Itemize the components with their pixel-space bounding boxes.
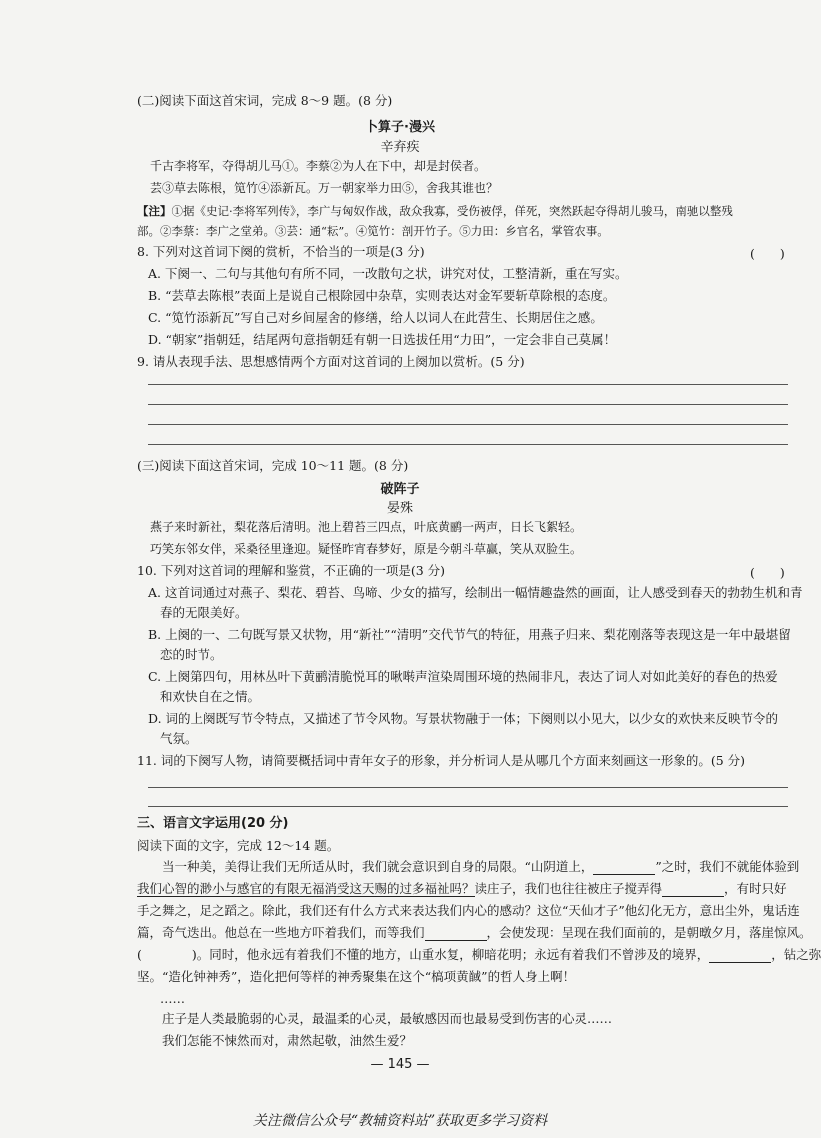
- q10-option-d[interactable]: D. 词的上阕既写节令特点，又描述了节令风物。写景状物融于一体；下阕则以小见大，以少女的欢快来反映节令的: [148, 711, 779, 726]
- q10-option-c-cont: 和欢快自在之情。: [160, 689, 261, 704]
- q8-option-b[interactable]: B. “芸草去陈根”表面上是说自己根除园中杂草，实则表达对金军要斩草除根的态度。: [148, 288, 616, 303]
- answer-bracket-8[interactable]: ( ): [750, 246, 785, 261]
- q10-option-a-cont: 春的无限美好。: [160, 605, 248, 620]
- poem2-line1: 燕子来时新社，梨花落后清明。池上碧苔三四点，叶底黄鹂一两声，日长飞絮轻。: [150, 520, 583, 534]
- passage-line4: [137, 925, 812, 941]
- underlined-sentence: 我们心智的渺小与感官的有限无福消受这天赐的过多福祉吗？: [137, 881, 475, 896]
- question-9: 9. 请从表现手法、思想感情两个方面对这首词的上阕加以赏析。(5 分): [137, 354, 525, 369]
- q10-option-a[interactable]: A. 这首词通过对燕子、梨花、碧苔、鸟啼、少女的描写，绘制出一幅情趣盎然的画面，让人感受到春天的勃勃生机和青: [148, 585, 803, 600]
- answer-line[interactable]: [148, 424, 788, 425]
- passage-line6: 坚。“造化钟神秀”，造化把何等样的神秀聚集在这个“槁项黄馘”的哲人身上啊！: [137, 969, 576, 984]
- passage-text: ”之时，我们不就能体验到: [655, 859, 800, 874]
- passage-line2: [137, 881, 792, 897]
- passage-text: 当一种美，美得让我们无所适从时，我们就会意识到自身的局限。“山阴道上，: [137, 859, 594, 874]
- q10-option-b[interactable]: B. 上阕的一、二句既写景又状物，用“新社”“清明”交代节气的特征，用燕子归来、梨花刚落等表现这是一年中最堪留: [148, 627, 791, 642]
- poem1-line2: 芸③草去陈根，笕竹④添新瓦。万一朝家举力田⑤，舍我其谁也？: [150, 181, 499, 195]
- footer-note: 关注微信公众号“教辅资料站”获取更多学习资料: [252, 1113, 548, 1129]
- question-8: 8. 下列对这首词下阕的赏析，不恰当的一项是(3 分): [137, 244, 425, 259]
- q8-option-c[interactable]: C. “笕竹添新瓦”写自己对乡间屋舍的修缮，给人以词人在此营生、长期居住之感。: [148, 310, 603, 325]
- poem1-note-line1: [137, 203, 792, 219]
- passage-text: ，有时只好: [724, 881, 787, 896]
- question-10: 10. 下列对这首词的理解和鉴赏，不正确的一项是(3 分): [137, 563, 446, 578]
- answer-line[interactable]: [148, 806, 788, 807]
- passage-line8: 我们怎能不悚然而对，肃然起敬，油然生爱？: [137, 1033, 413, 1048]
- q8-option-d[interactable]: D. “朝家”指朝廷，结尾两句意指朝廷有朝一日选拔任用“力田”，一定会非自己莫属！: [148, 332, 617, 347]
- poem1-author: 辛弃疾: [380, 140, 420, 155]
- answer-line[interactable]: [148, 444, 788, 445]
- fill-blank-1[interactable]: [593, 862, 655, 875]
- question-11: 11. 词的下阕写人物，请简要概括词中青年女子的形象，并分析词人是从哪几个方面来刻画这一形象的。(5 分): [137, 753, 746, 768]
- passage-text: ，钻之弥: [771, 947, 821, 962]
- passage-text: 读庄子，我们也往往被庄子搅弄得: [474, 881, 663, 896]
- fill-blank-2[interactable]: [662, 884, 724, 897]
- poem2-title: 破阵子: [380, 482, 420, 497]
- poem2-author: 晏殊: [386, 501, 413, 516]
- passage-text: ( )。同时，他永远有着我们不懂的地方，山重水复，柳暗花明；永远有着我们不曾涉及的境界，: [137, 947, 710, 962]
- q10-option-d-cont: 气氛。: [160, 731, 198, 746]
- poem1-title: 卜算子·漫兴: [365, 120, 435, 135]
- passage-line3: 手之舞之，足之蹈之。除此，我们还有什么方式来表达我们内心的感动？这位“天仙才子”他幻化无方，意出尘外，鬼话连: [137, 903, 800, 918]
- fill-blank-3[interactable]: [425, 928, 487, 941]
- poem1-note-line2: 部。②李蔡：李广之堂弟。③芸：通“耘”。④笕竹：剖开竹子。⑤力田：乡官名，掌管农事。: [137, 224, 609, 238]
- page-number: — 145 —: [370, 1057, 430, 1072]
- passage-line7: 庄子是人类最脆弱的心灵，最温柔的心灵，最敏感因而也最易受到伤害的心灵……: [137, 1011, 613, 1026]
- q10-option-c[interactable]: C. 上阕第四句，用林丛叶下黄鹂清脆悦耳的啾啭声渲染周围环境的热闹非凡，表达了词人对如此美好的春色的热爱: [148, 669, 778, 684]
- answer-line[interactable]: [148, 787, 788, 788]
- section3-intro: (三)阅读下面这首宋词，完成 10～11 题。(8 分): [137, 458, 409, 473]
- answer-line[interactable]: [148, 384, 788, 385]
- note-label: 【注】: [137, 204, 172, 218]
- q8-option-a[interactable]: A. 下阕一、二句与其他句有所不同，一改散句之状，讲究对仗，工整清新，重在写实。: [148, 266, 628, 281]
- passage-ellipsis: ……: [160, 991, 185, 1006]
- passage-text: 篇，奇气迭出。他总在一些地方吓着我们，而等我们: [137, 925, 425, 940]
- passage-line1: [137, 859, 800, 875]
- answer-line[interactable]: [148, 404, 788, 405]
- answer-bracket-10[interactable]: ( ): [750, 565, 785, 580]
- q10-option-b-cont: 恋的时节。: [160, 647, 223, 662]
- passage-line5: [137, 947, 821, 963]
- passage-text: ，会使发现：呈现在我们面前的，是朝暾夕月，落崖惊风。: [486, 925, 812, 940]
- part3-intro: 阅读下面的文字，完成 12～14 题。: [137, 838, 340, 853]
- poem1-line1: 千古李将军，夺得胡儿马①。李蔡②为人在下中，却是封侯者。: [150, 159, 487, 173]
- note-text1: ①据《史记·李将军列传》，李广与匈奴作战，敌众我寡，受伤被俘，佯死，突然跃起夺得胡儿骏马，南驰以整残: [171, 204, 733, 218]
- fill-blank-4[interactable]: [709, 950, 771, 963]
- section2-intro: (二)阅读下面这首宋词，完成 8～9 题。(8 分): [137, 93, 393, 108]
- part3-title: 三、语言文字运用(20 分): [137, 816, 289, 831]
- poem2-line2: 巧笑东邻女伴，采桑径里逢迎。疑怪昨宵春梦好，原是今朝斗草赢，笑从双脸生。: [150, 542, 583, 556]
